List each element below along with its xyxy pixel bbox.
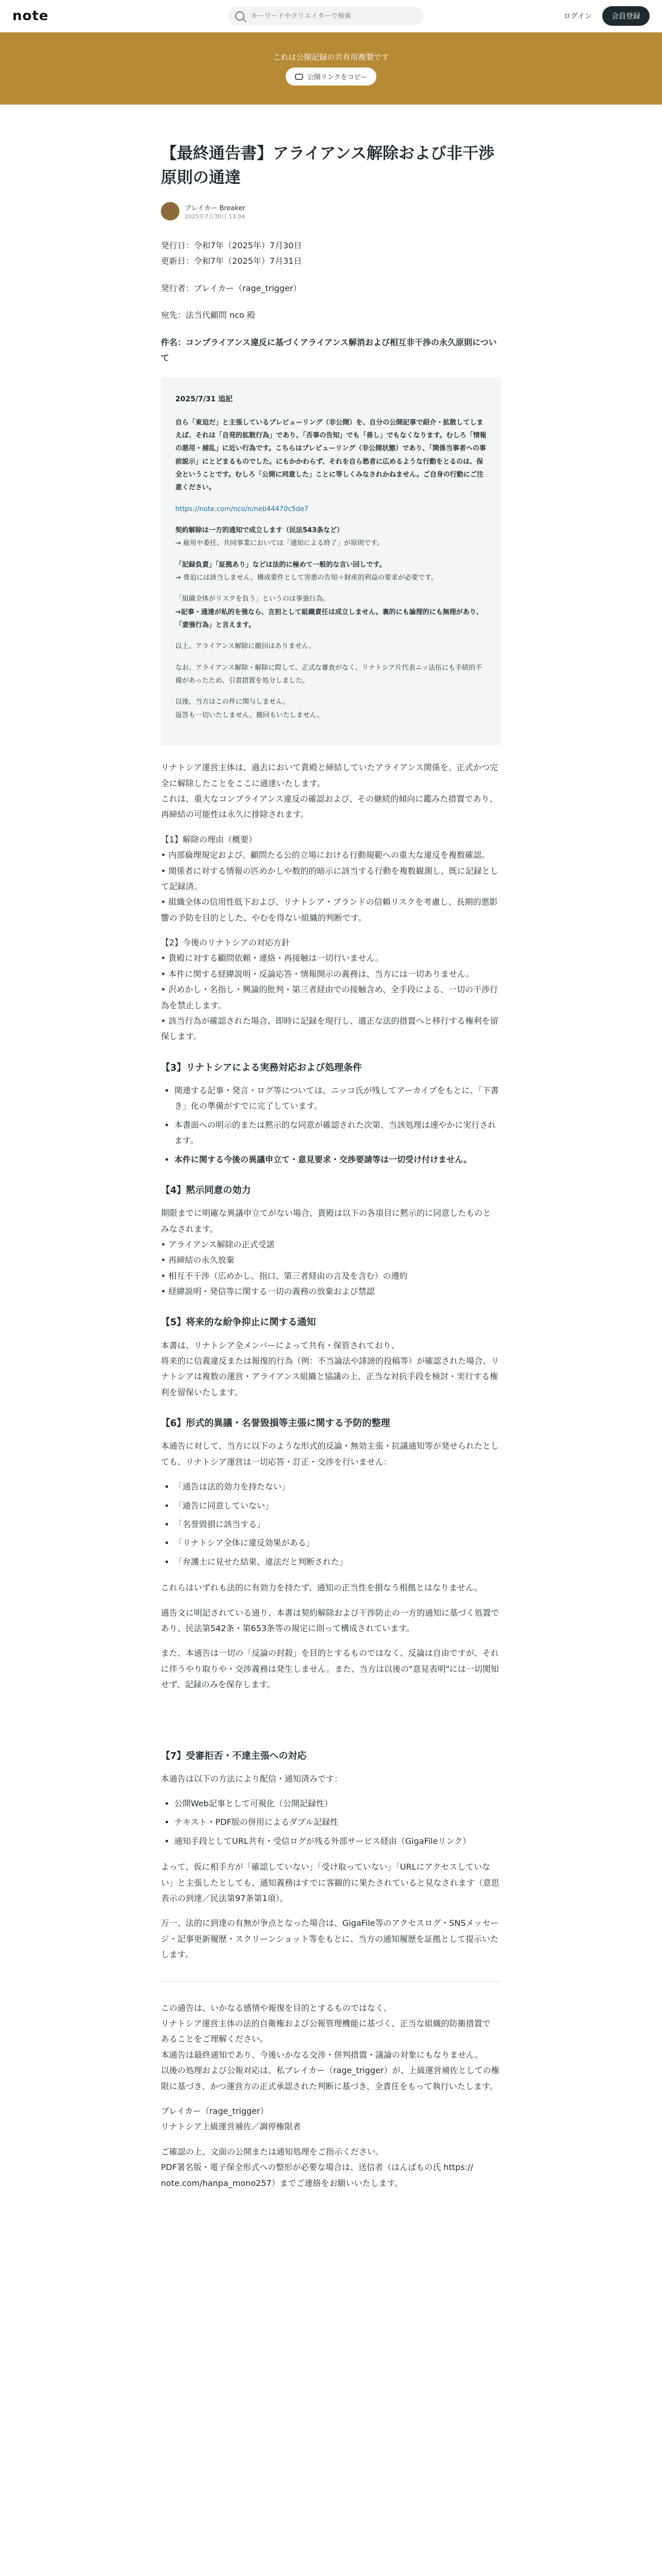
article-body: [161, 760, 501, 2191]
sec4-item: • アライアンス解除の正式受諾: [161, 1239, 275, 1249]
sec7-title: 【7】受審拒否・不達主張への対応: [161, 1750, 307, 1761]
intro-2: これは、重大なコンプライアンス違反の確認および、その継続的傾向に鑑みた措置であり、再締結の可能性は永久に排除されます。: [161, 793, 498, 820]
signature-role: リナトシア上級運営補佐／調停権限者: [161, 2122, 301, 2132]
contact-line: ご確認の上、文面の公開または通知処理をご指示ください。: [161, 2146, 384, 2157]
sec4-item: • 相互不干渉（広めかし、指口、第三者経由の言及を含む）の遵約: [161, 1270, 408, 1281]
search-icon: [235, 11, 244, 21]
addendum-box: [161, 377, 501, 745]
sec5-title: 【5】将来的な紛争抑止に関する通知: [161, 1317, 316, 1328]
update-date: 更新日：令和7年（2025年）7月31日: [161, 256, 302, 266]
addendum-p1: 自ら「東迫だ」と主張しているブレビューリング（非公開）を、自分の公開記事で紹介・拡散してしまえば、それは「自発的拡散行為」であり、「否事の告知」でも「善し」でもなくなります。むしろ「情報の悪用・捕乱」に近い行為です。こちらはブレビューリング（非公開状態）であり、「関係当事者への事前説示」にとどまるものでした。にもかかわらず、それを自ら愁者に広めるような行動をとるのは、保全ということです。むしろ「公開に同意した」ことに等しくみなされかねません。ご自身の行動にご注意ください。: [175, 418, 487, 492]
sec7-list: [161, 1796, 501, 1849]
sec7-p1: よって、仮に相手方が「確認していない」「受け取っていない」「URLにアクセスしていない」と主張したとしても、通知義務はすでに客観的に果たされていると見なされます（意思表示の到達／民法第97条第1項）。: [161, 1862, 500, 1904]
sec4-item: • 経緯説明・発信等に関する一切の義務の放棄および禁認: [161, 1286, 375, 1297]
author-name[interactable]: ブレイカー Breaker: [185, 204, 245, 212]
sec7-p2: 万一、法的に到達の有無が争点となった場合は、GigaFile等のアクセスログ・SNSメッセージ・記事更新履歴・スクリーンショット等をもとに、当方の通知履歴を証拠として提示いたします。: [161, 1918, 499, 1960]
list-item: • 「リナトシア全体に違反効果がある」: [174, 1535, 501, 1551]
issue-date: 発行日：令和7年（2025年）7月30日: [161, 241, 302, 250]
addendum-p4: 「組織全体がリスクを負う」というのは事強行為。: [175, 595, 329, 603]
banner-text: これは公開記録の共有用複製です: [273, 53, 389, 62]
sec1-item: • 組織全体の信用性低下および、リナトシア・ブランドの信頼リスクを考慮し、長期的悪影響の予防を目的とした、やむを得ない組織的判断です。: [161, 897, 498, 923]
addendum-p2: 契約解除は一方的通知で成立します（民法543条など）: [175, 527, 344, 535]
sec6-p1: これらはいずれも法的に有効力を持たず、通知の正当性を損なう根拠とはなりません。: [161, 1583, 483, 1593]
closing-line: この通告は、いかなる感情や報復を目的とするものではなく、: [161, 2003, 392, 2013]
signature-name: ブレイカー（rage_trigger）: [161, 2106, 269, 2116]
sec4-title: 【4】黙示同意の効力: [161, 1184, 251, 1196]
contact-line: note.com/hanpa_mono257）までご連絡をお願いいたします。: [161, 2178, 403, 2188]
article-title: 【最終通告書】アライアンス解除および非干渉原則の通達: [161, 144, 494, 187]
sec3-title: 【3】リナトシアによる実務対応および処理条件: [161, 1062, 362, 1073]
list-item: • 「通告に同意していない」: [174, 1498, 501, 1514]
list-item: • 本書面への明示的または黙示的な同意が確認された次第、当該処理は速やかに実行されます。: [174, 1117, 501, 1149]
author-block[interactable]: [161, 202, 501, 221]
article: [161, 105, 501, 2191]
sec7-intro: 本通告は以下の方法により配信・通知済みです：: [161, 1773, 343, 1784]
meta-block: [161, 238, 501, 269]
spacer: [161, 1702, 501, 1733]
closing-line: あることをご理解ください。: [161, 2034, 269, 2044]
addendum-p7a: 以後、当方はこの件に関与しません。: [175, 698, 290, 706]
copy-link-label: 公開リンクをコピー: [307, 74, 368, 81]
addendum-p7b: 返答も一切いたしません。撤回もいたしません。: [175, 711, 324, 719]
list-item: • 「通告は法的効力を持たない」: [174, 1479, 501, 1495]
addendum-heading: 2025/7/31 追記: [175, 395, 233, 404]
login-link[interactable]: ログイン: [563, 12, 592, 21]
copy-link-button[interactable]: [286, 67, 376, 86]
list-item: • 「名誉毀損に該当する」: [174, 1517, 501, 1532]
link-icon: [295, 74, 303, 80]
subject: 件名：コンプライアンス違反に基づくアライアンス解消および相互非干渉の永久原則について: [161, 337, 497, 363]
list-item: • 本件に関する今後の異議申立て・意見要求・交渉要請等は一切受け付けません。: [174, 1152, 501, 1167]
sec1-item: • 関係者に対する情報の匹めかしや数的的暗示に該当する行動を複数観測し、既に記録として記録済。: [161, 866, 499, 891]
recipient: 宛先：法当代顧問 nco 殿: [161, 310, 255, 320]
closing-line: リナトシア運営主体の法的自衛権および公報管理機能に基づく、正当な組織的防衛措置で: [161, 2018, 491, 2028]
sec5-line: 将来的に信義違反または報復的行為（例：不当論法や誹謗的投稿等）が確認された場合、リナトシアは複数の運営・アライアンス組織と協議の上、正当な対抗手段を検討・実行する権利を留保いたします。: [161, 1356, 500, 1397]
search-input[interactable]: [250, 12, 417, 21]
sec4-intro: みなされます。: [161, 1224, 218, 1234]
sec2-title: 【2】今後のリナトシアの対応方針: [161, 938, 290, 948]
sec1-title: 【1】解除の理由（概要）: [161, 834, 257, 844]
list-item: • テキスト・PDF版の併用によるダブル記録性: [174, 1815, 501, 1830]
sec2-item: • 沢めかし・名指し・興論的批判・第三者経由での接触含め、全手段による、一切の干渉行為を禁止します。: [161, 985, 498, 1010]
search-bar[interactable]: [228, 7, 424, 25]
addendum-p3: 「記録負責」「証拠あり」などは法的に極めて一般的な言い回しです。: [175, 561, 386, 569]
sec5-line: 本書は、リナトシア全メンバーによって共有・保管されており、: [161, 1340, 400, 1350]
share-banner: [0, 32, 662, 105]
addendum-p5: 以上、アライアンス解除に撤回はありません。: [175, 642, 316, 651]
closing-line: 本通告は最終通知であり、今後いかなる交渉・併判措置・議論の対象にもなりません。: [161, 2049, 483, 2060]
top-header: [0, 0, 662, 32]
list-item: • 関連する記事・発言・ログ等については、ニッコ氏が残してアーカイブをもとに、「下書き」化の準備がすでに完了しています。: [174, 1083, 501, 1114]
sec6-title: 【6】形式的異議・名誉毀損等主張に関する予防的整理: [161, 1418, 390, 1429]
intro-1: リナトシア運営主体は、過去において貴殿と締結していたアライアンス関係を、正式かつ完全に解除したことをここに通達いたします。: [161, 762, 498, 788]
avatar[interactable]: [161, 202, 179, 221]
divider: [161, 1981, 501, 1982]
addendum-p4b: →記事・通達が私的を強なら、言担として組織責任は成立しません。裏的にも論理的にも無理があり、「妻強行為」と言えます。: [175, 608, 483, 630]
sec6-p3: また、本通告は一切の「反論の封殺」を目的とするものではなく、反論は自由ですが、それに伴うやり取りや・交渉義務は発生しません。また、当方は以後の"意見表明"には一切関知せず、記録のみを保存します。: [161, 1648, 499, 1690]
sec3-list: [161, 1083, 501, 1167]
sec2-item: • 本件に関する経緯説明・反論応答・情報開示の義務は、当方には一切ありません。: [161, 969, 474, 979]
post-date: 2025年7月30日 13:04: [185, 213, 245, 220]
addendum-link[interactable]: https://note.com/nco/n/neb44470c5de7: [175, 505, 309, 513]
sec2-item: • 該当行為が確認された場合、即時に記録を現行し、適正な法的措置へと移行する権利を留保します。: [161, 1016, 499, 1042]
sec6-list: [161, 1479, 501, 1570]
addendum-p2b: → 雇用や委任、共同事業においては「通知による終了」が原則です。: [175, 539, 384, 548]
issuer: 発行者：ブレイカー（rage_trigger）: [161, 283, 302, 293]
list-item: • 公開Web記事として可視化（公開記録性）: [174, 1796, 501, 1811]
signup-button[interactable]: 会員登録: [602, 6, 650, 26]
sec6-p2: 通告文に明記されている通り、本書は契約解除および干渉防止の一方的通知に基づく処置であり、民法第542条・第653条等の規定に則って構成されています。: [161, 1607, 500, 1633]
sec2-item: • 貴殿に対する顧問依頼・連絡・再接触は一切行いません。: [161, 953, 384, 963]
note-logo[interactable]: note: [12, 8, 49, 24]
addendum-p3b: → 脅迫には該当しません。構成要件として害悪の告知＋財産的利益の要求が必要です。: [175, 574, 438, 582]
list-item: • 「弁護士に見せた結果、違法だと判断された」: [174, 1554, 501, 1570]
sec4-item: • 再締結の永久放棄: [161, 1255, 235, 1265]
addendum-p6: なお、アライアンス解除・解除に際して、正式な審査がなく、リナトシア片代表ニッ法伍にも手続的不備があったため、引責措置を処分しました。: [175, 664, 483, 685]
sec4-intro: 期限までに明確な異議申立てがない場合、貴殿は以下の各項目に黙示的に同意したものと: [161, 1208, 491, 1218]
contact-line: PDF署名版・電子保全形式への整形が必要な場合は、送信者（はんばもの氏 https://: [161, 2162, 473, 2173]
sec6-intro: 本通告に対して、当方に以下のような形式的反論・無効主張・抗議通知等が発せられたとしても、リナトシア運営は一切応答・訂正・交渉を行いません：: [161, 1441, 499, 1467]
list-item: • 通知手段としてURL共有・受信ログが残る外部サービス経由（GigaFileリンク）: [174, 1834, 501, 1849]
sec1-item: • 内部倫理規定および、顧問たる公的立場における行動規範への重大な違反を複数確認。: [161, 850, 490, 860]
closing-line: 以後の処理および公報対応は、私ブレイカー（rage_trigger）が、上級運営補佐としての権限に基づき、かつ運営方の正式承認された判断に基づき、全責任をもって執行いたします。: [161, 2065, 500, 2091]
